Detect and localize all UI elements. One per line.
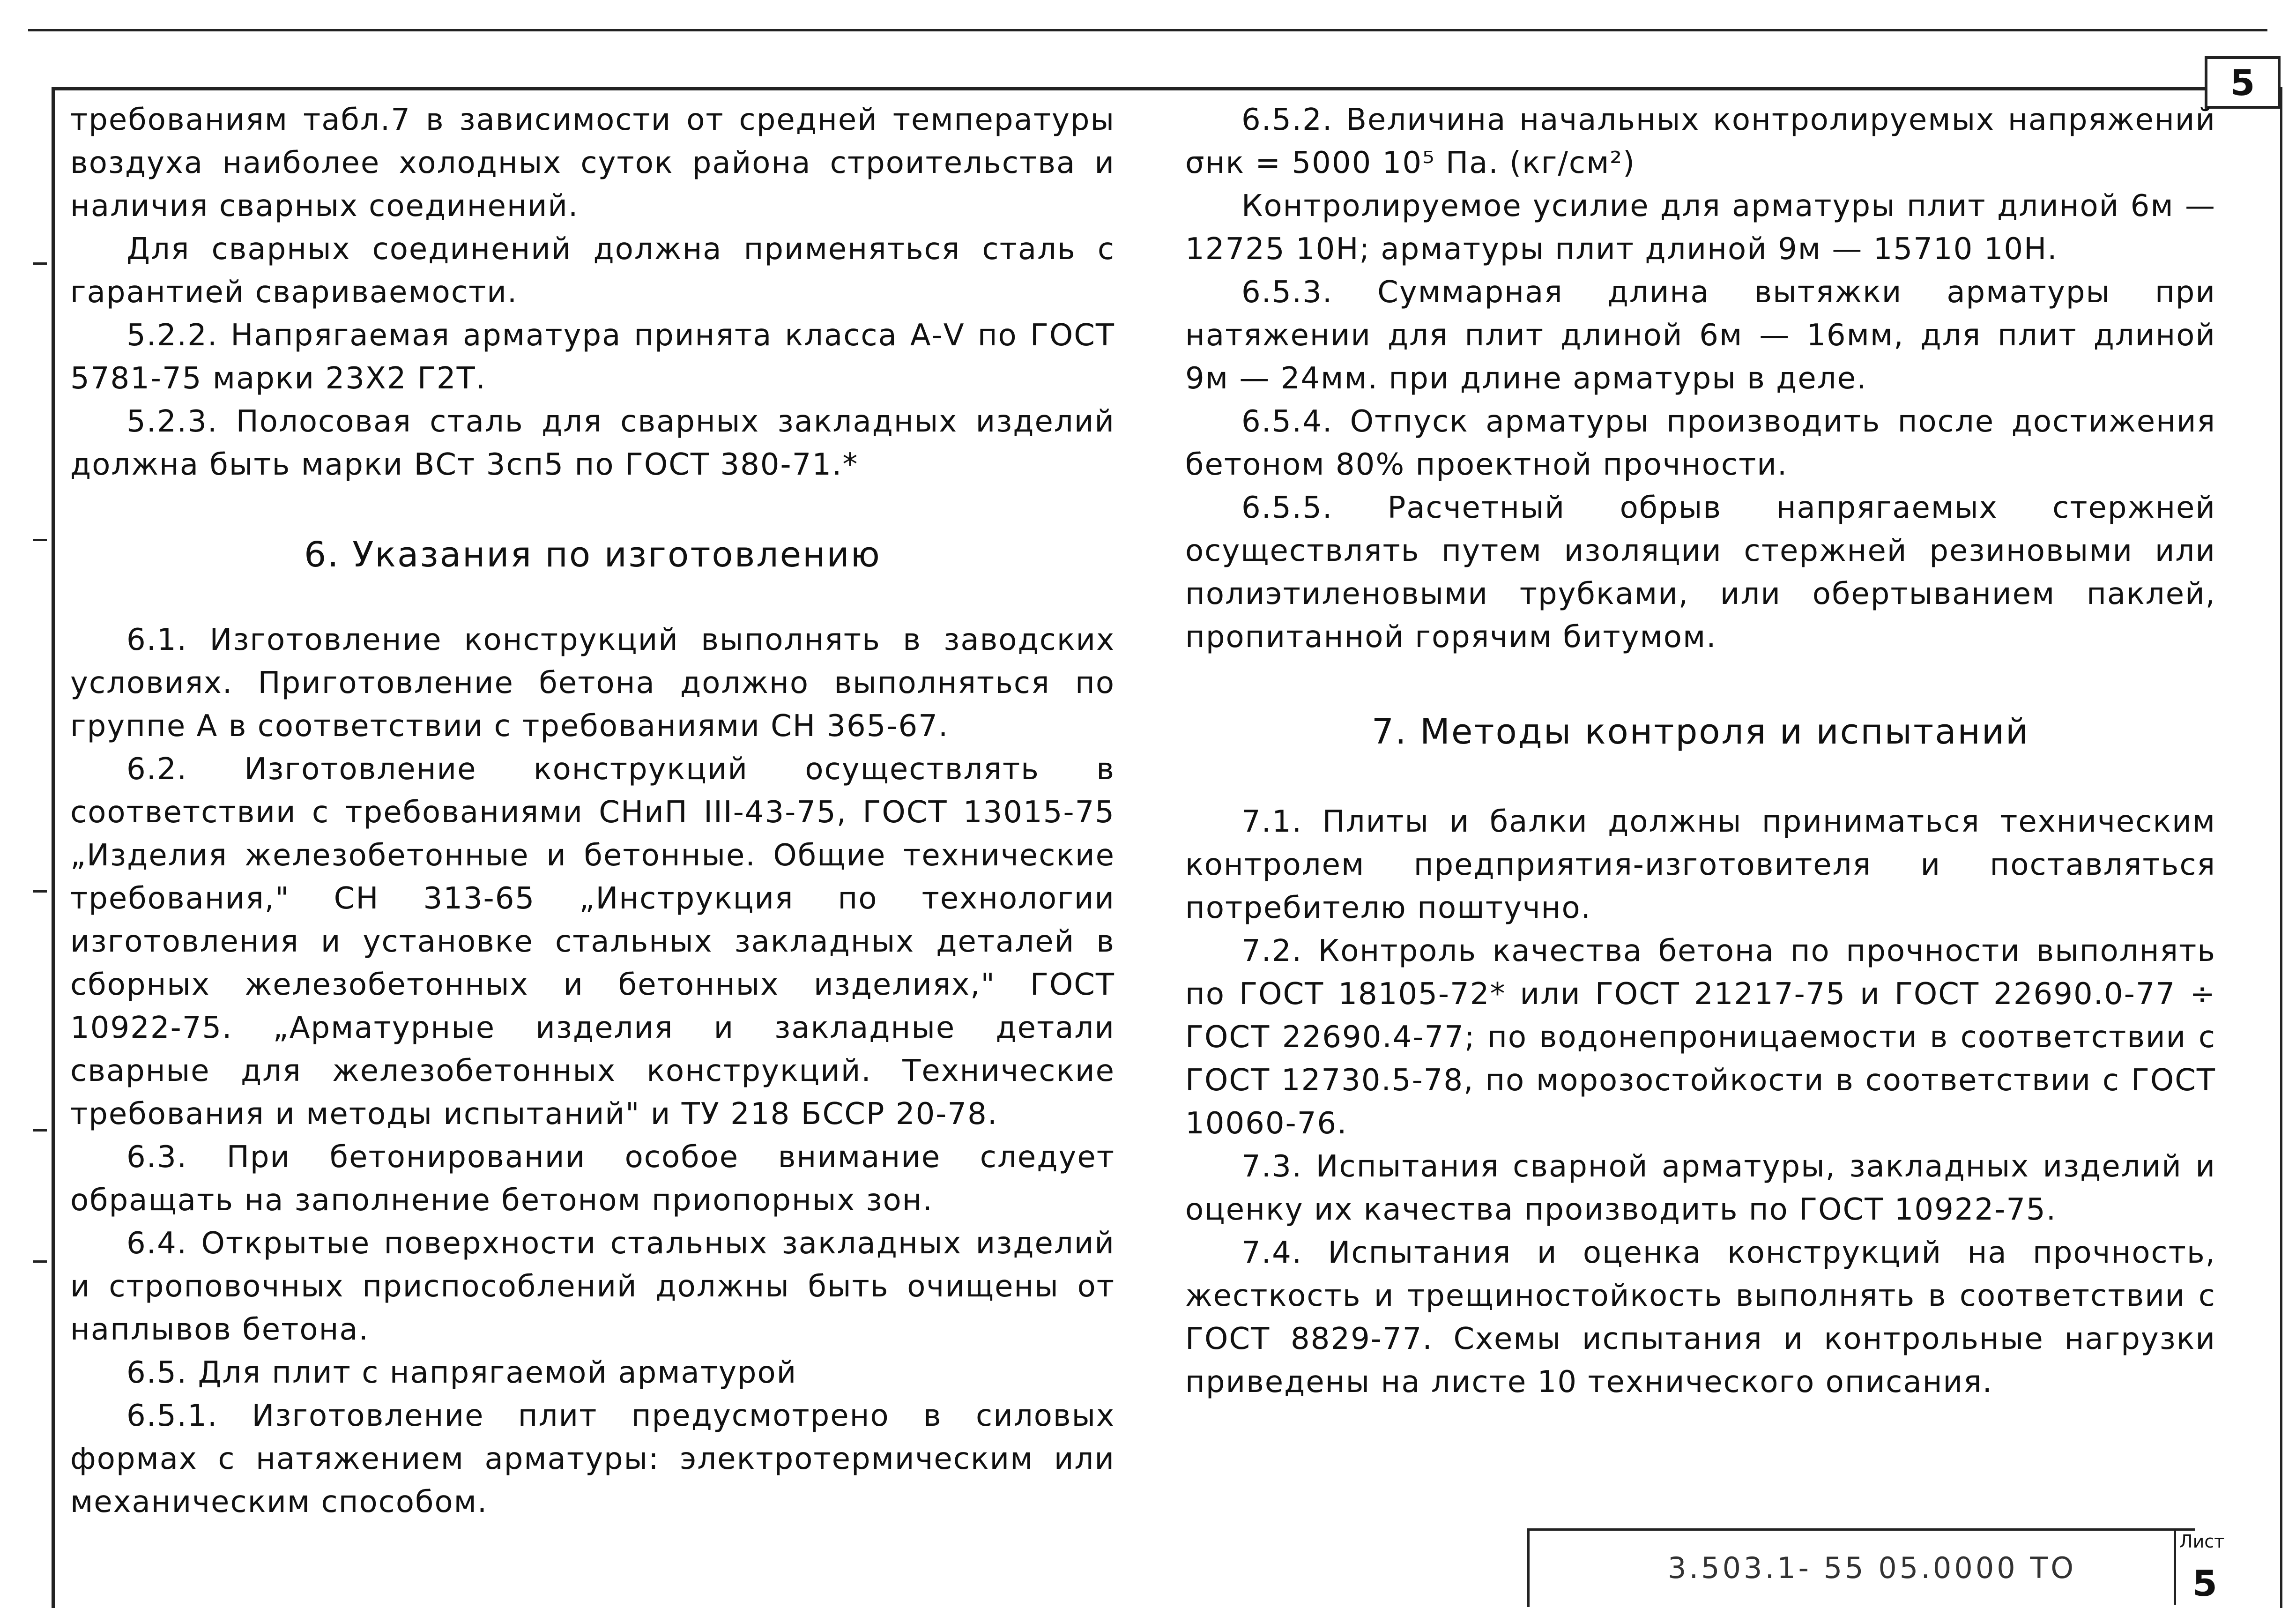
binding-tick [33,1260,47,1263]
paragraph-temperature: требованиям табл.7 в зависимости от средней температуры воздуха наиболее холодных суток района строительства и наличия сварных соединений. [70,103,1115,223]
clause-6-5-4: 6.5.4. Отпуск арматуры производить после достижения бетоном 80% проектной прочности. [1185,404,2216,482]
clause-6-5-1: 6.5.1. Изготовление плит предусмотрено в силовых формах с натяжением арматуры: электротермическим или механическим способом. [70,1399,1115,1519]
binding-tick [33,890,47,893]
binding-tick [33,539,47,541]
section-7-title: 7. Методы контроля и испытаний [1371,712,2030,752]
page-number-box: 5 [2205,56,2281,109]
document-code: 3.503.1- 55 05.0000 ТО [1668,1551,2077,1585]
top-border-line [28,29,2267,31]
clause-7-4: 7.4. Испытания и оценка конструкций на прочность, жесткость и трещиностойкость выполнять в соответствии с ГОСТ 8829-77. Схемы испытания и контрольные нагрузки приведены на листе 10 технического описания. [1185,1236,2216,1400]
binding-tick [33,262,47,265]
section-6-title: 6. Указания по изготовлению [304,535,881,575]
clause-6-4: 6.4. Открытые поверхности стальных закладных изделий и строповочных приспособлений должны быть очищены от наплывов бетона. [70,1226,1115,1347]
clause-6-5-2: 6.5.2. Величина начальных контролируемых напряжений σнк = 5000 10⁵ Па. (кг/см²) [1185,103,2216,180]
paragraph-weldability: Для сварных соединений должна применяться сталь с гарантией свариваемости. [70,232,1115,310]
clause-7-2: 7.2. Контроль качества бетона по прочности выполнять по ГОСТ 18105-72* или ГОСТ 21217-75 и ГОСТ 22690.0-77 ÷ ГОСТ 22690.4-77; по водонепроницаемости в соответствии с ГОСТ 12730.5-78, по морозостойкости в соответствии с ГОСТ 10060-76. [1185,934,2216,1141]
clause-5-2-3: 5.2.3. Полосовая сталь для сварных закладных изделий должна быть марки ВСт 3сп5 по ГОСТ 380-71.* [70,404,1115,482]
right-column [1185,98,2216,1404]
clause-6-2: 6.2. Изготовление конструкций осуществлять в соответствии с требованиями СНиП III-43-75, ГОСТ 13015-75 „Изделия железобетонные и бетонные. Общие технические требования," СН 313-65 „Инструкция по технологии изготовления и установке стальных закладных деталей в сборных железобетонных и бетонных изделиях," ГОСТ 10922-75. „Арматурные изделия и закладные детали сварные для железобетонных конструкций. Технические требования и методы испытаний" и ТУ 218 БССР 20-78. [70,752,1115,1132]
left-column [70,98,1115,1524]
clause-6-5-2-force: Контролируемое усилие для арматуры плит длиной 6м — 12725 10Н; арматуры плит длиной 9м — 15710 10Н. [1185,189,2216,267]
clause-7-1: 7.1. Плиты и балки должны приниматься техническим контролем предприятия-изготовителя и поставляться потребителю поштучно. [1185,804,2216,925]
clause-7-3: 7.3. Испытания сварной арматуры, закладных изделий и оценку их качества производить по ГОСТ 10922-75. [1185,1149,2216,1227]
sheet-label: Лист [2179,1531,2225,1552]
clause-6-5-3: 6.5.3. Суммарная длина вытяжки арматуры при натяжении для плит длиной 6м — 16мм, для плит длиной 9м — 24мм. при длине арматуры в деле. [1185,275,2216,396]
clause-6-1: 6.1. Изготовление конструкций выполнять в заводских условиях. Приготовление бетона должно выполняться по группе А в соответствии с требованиями СН 365-67. [70,623,1115,744]
sheet-number: 5 [2192,1563,2217,1604]
binding-tick [33,1129,47,1132]
clause-6-5-5: 6.5.5. Расчетный обрыв напрягаемых стержней осуществлять путем изоляции стержней резиновыми или полиэтиленовыми трубками, или обертыванием паклей, пропитанной горячим битумом. [1185,491,2216,655]
clause-6-3: 6.3. При бетонировании особое внимание следует обращать на заполнение бетоном приопорных зон. [70,1140,1115,1218]
clause-5-2-2: 5.2.2. Напрягаемая арматура принята класса А-V по ГОСТ 5781-75 марки 23Х2 Г2Т. [70,318,1115,396]
clause-6-5: 6.5. Для плит с напрягаемой арматурой [126,1355,797,1390]
